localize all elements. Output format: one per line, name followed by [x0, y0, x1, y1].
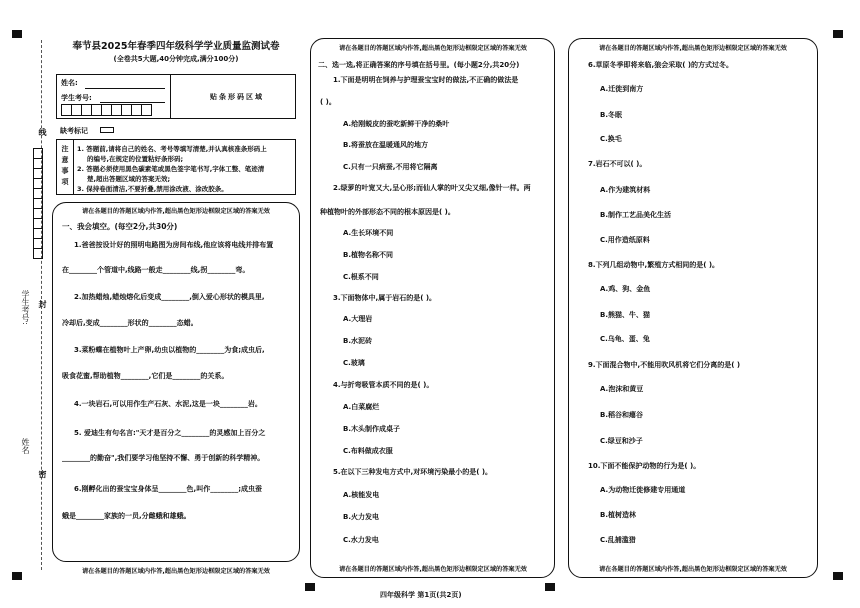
question-option[interactable]: A.给刚蜕皮的蚕吃新鲜干净的桑叶 [343, 120, 450, 128]
question-option[interactable]: C.布料做成衣服 [343, 447, 393, 455]
name-label: 姓名: [61, 79, 78, 87]
question-option[interactable]: A.为动物迁徙修建专用通道 [600, 486, 686, 494]
side-label-xian: 线 [38, 128, 47, 136]
question-option[interactable]: B.火力发电 [343, 513, 379, 521]
question-option[interactable]: A.核能发电 [343, 491, 380, 499]
student-id-label: 学生考号: [61, 94, 92, 102]
question-stem: 9.下面混合物中,不能用吹风机将它们分离的是( ) [588, 361, 741, 369]
answer-note-bottom: 请在各题目的答题区域内作答,超出黑色矩形边框限定区域的答案无效 [82, 568, 270, 575]
answer-note-top: 请在各题目的答题区域内作答,超出黑色矩形边框限定区域的答案无效 [82, 208, 270, 215]
question-stem: 5.在以下三种发电方式中,对环境污染最小的是( )。 [333, 468, 493, 476]
question-stem: 8.下列几组动物中,繁殖方式相同的是( )。 [588, 261, 720, 269]
question-option[interactable]: B.植树造林 [600, 511, 636, 519]
question-option[interactable]: A.鸡、狗、金鱼 [600, 285, 651, 293]
notice-item: 楚,超出答题区域的答案无效; [87, 175, 171, 183]
section1-line: 吸食花蜜,帮助植物________,它们是________的关系。 [62, 372, 229, 380]
notice-label: 注意事项 [61, 145, 69, 186]
notice-item: 的编号,在规定的位置粘好条形码; [87, 155, 184, 163]
question-stem: 10.下面不能保护动物的行为是( )。 [588, 462, 701, 470]
answer-note-top: 请在各题目的答题区域内作答,超出黑色矩形边框限定区域的答案无效 [599, 45, 787, 52]
section1-heading: 一、我会填空。(每空2分,共30分) [62, 222, 178, 231]
question-option[interactable]: C.只有一只病蚕,不用将它隔离 [343, 163, 438, 171]
section1-line: 蛾是________家族的一员,分雌蛾和雄蛾。 [62, 512, 191, 520]
question-option[interactable]: A.生长环境不同 [343, 229, 394, 237]
side-label-name: 姓名 [21, 438, 30, 454]
question-stem: 4.与折弯吸管本质不同的是( )。 [333, 381, 434, 389]
page-footer: 四年级科学 第1页(共2页) [380, 591, 462, 599]
corner-mark-bottom-center-right [545, 583, 555, 591]
question-stem: 6.草原冬季即将来临,狼会采取( )的方式过冬。 [588, 61, 734, 69]
section1-line: 1.爸爸按设计好的照明电路图为房间布线,他应该将电线并排布置 [74, 241, 274, 249]
section1-line: 4.一块岩石,可以用作生产石灰、水泥,这是一块________岩。 [74, 400, 262, 408]
absent-mark-box[interactable] [100, 127, 114, 133]
corner-mark-top-left [12, 30, 22, 38]
student-id-boxes[interactable] [61, 104, 151, 116]
side-label-feng: 封 [38, 300, 47, 308]
section1-line: 3.菜粉蝶在植物叶上产卵,幼虫以植物的________为食;成虫后, [74, 346, 265, 354]
answer-note-bottom: 请在各题目的答题区域内作答,超出黑色矩形边框限定区域的答案无效 [599, 566, 787, 573]
question-option[interactable]: A.迁徙到南方 [600, 85, 644, 93]
section2-heading: 二、选一选,将正确答案的序号填在括号里。(每小题2分,共20分) [318, 61, 520, 69]
question-option[interactable]: B.水泥砖 [343, 337, 372, 345]
side-exam-number-boxes[interactable] [33, 148, 43, 258]
section1-line: ________的勤奋",我们要学习他坚持不懈、勇于创新的科学精神。 [62, 454, 265, 462]
question-stem: ( )。 [320, 98, 336, 106]
section1-line: 冷却后,变成________形状的________态蜡。 [62, 319, 198, 327]
name-field[interactable] [85, 82, 165, 89]
section1-line: 5. 爱迪生有句名言:"天才是百分之________的灵感加上百分之 [74, 429, 266, 437]
question-stem: 2.绿萝的叶宽又大,呈心形;而仙人掌的叶又尖又细,像针一样。两 [333, 184, 531, 192]
notice-box [56, 139, 296, 195]
section1-line: 2.加热蜡烛,蜡烛熔化后变成________,倒入爱心形状的模具里, [74, 293, 265, 301]
question-stem: 1.下面是明明在饲养与护理蚕宝宝时的做法,不正确的做法是 [333, 76, 519, 84]
question-option[interactable]: C.换毛 [600, 135, 622, 143]
exam-subtitle: (全卷共5大题,40分钟完成,满分100分) [113, 55, 239, 63]
question-option[interactable]: C.用作造纸原料 [600, 236, 650, 244]
question-option[interactable]: B.稻谷和瘪谷 [600, 411, 643, 419]
exam-title: 奉节县2025年春季四年级科学学业质量监测试卷 [72, 41, 280, 52]
section1-line: 6.刚孵化出的蚕宝宝身体呈________色,叫作________;成虫蚕 [74, 485, 262, 493]
corner-mark-top-right [833, 30, 843, 38]
question-stem: 3.下面物体中,属于岩石的是( )。 [333, 294, 437, 302]
question-option[interactable]: C.乱捕滥猎 [600, 536, 636, 544]
question-option[interactable]: A.大理岩 [343, 315, 373, 323]
question-option[interactable]: B.冬眠 [600, 111, 622, 119]
corner-mark-bottom-right [833, 572, 843, 580]
barcode-area: 贴条形码区域 [210, 93, 264, 101]
question-option[interactable]: B.熊猫、牛、猫 [600, 311, 650, 319]
answer-panel-col1 [52, 202, 300, 562]
question-option[interactable]: C.乌龟、蛋、兔 [600, 335, 650, 343]
question-option[interactable]: A.作为建筑材料 [600, 186, 651, 194]
question-option[interactable]: A.白菜腐烂 [343, 403, 380, 411]
absent-mark-label: 缺考标记 [60, 127, 88, 135]
side-label-exam-no: 学生考号: [21, 290, 30, 325]
notice-item: 1. 答题前,请将自己的姓名、考号等填写清楚,并认真核准条形码上 [77, 145, 267, 153]
question-option[interactable]: B.木头制作成桌子 [343, 425, 400, 433]
question-option[interactable]: B.植物名称不同 [343, 251, 393, 259]
question-option[interactable]: C.绿豆和沙子 [600, 437, 643, 445]
notice-item: 3. 保持卷面清洁,不要折叠,禁用涂改液、涂改胶条。 [77, 185, 228, 193]
question-option[interactable]: B.将蚕放在温暖通风的地方 [343, 141, 428, 149]
side-label-mi: 密 [38, 470, 47, 478]
corner-mark-bottom-center-left [305, 583, 315, 591]
question-option[interactable]: B.制作工艺品美化生活 [600, 211, 671, 219]
student-id-field[interactable] [100, 96, 165, 103]
question-option[interactable]: C.水力发电 [343, 536, 379, 544]
question-option[interactable]: C.玻璃 [343, 359, 365, 367]
answer-note-top: 请在各题目的答题区域内作答,超出黑色矩形边框限定区域的答案无效 [339, 45, 527, 52]
corner-mark-bottom-left [12, 572, 22, 580]
question-option[interactable]: C.根系不同 [343, 273, 379, 281]
question-stem: 7.岩石不可以( )。 [588, 160, 647, 168]
section1-line: 在________个管道中,线路一般走________线,拐________弯。 [62, 266, 250, 274]
question-stem: 种植物叶的外部形态不同的根本原因是( )。 [320, 208, 455, 216]
notice-item: 2. 答题必须使用黑色碳素笔或黑色签字笔书写,字体工整、笔迹清 [77, 165, 265, 173]
question-option[interactable]: A.泡沫和黄豆 [600, 385, 644, 393]
answer-note-bottom: 请在各题目的答题区域内作答,超出黑色矩形边框限定区域的答案无效 [339, 566, 527, 573]
